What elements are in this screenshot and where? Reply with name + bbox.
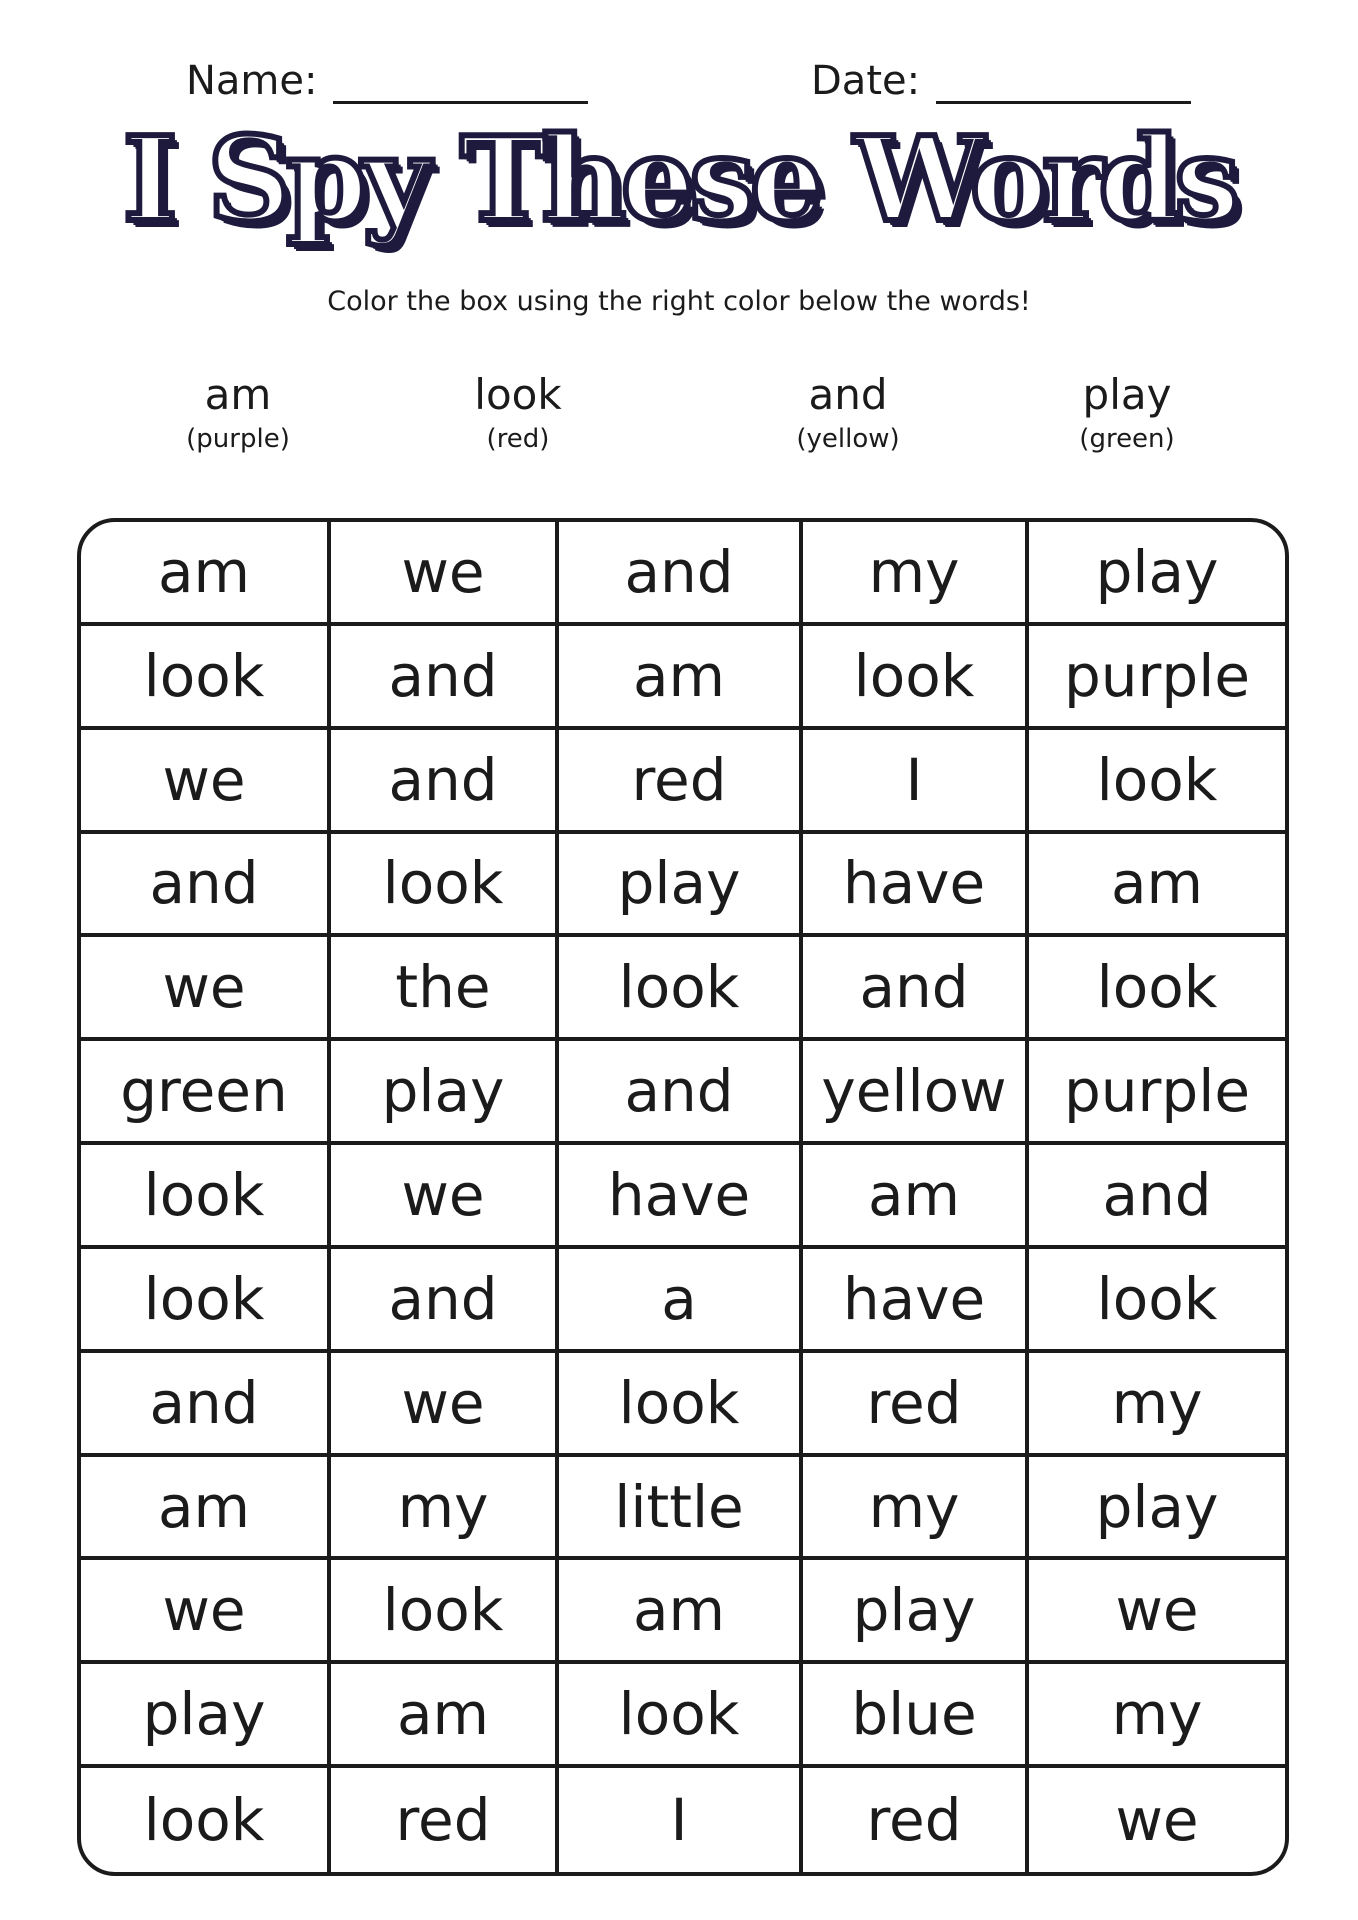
word-cell[interactable]: look (81, 1768, 331, 1872)
word-cell[interactable]: purple (1029, 626, 1285, 730)
date-input-line[interactable] (936, 59, 1191, 104)
word-cell[interactable]: look (559, 937, 803, 1041)
legend-word: look (474, 370, 562, 419)
legend-color-label: (yellow) (796, 424, 900, 455)
legend-item-play (1017, 372, 1237, 454)
instruction-text: Color the box using the right color below the words! (327, 286, 1031, 317)
legend-word: play (1082, 370, 1172, 419)
word-cell[interactable]: look (1029, 730, 1285, 834)
word-cell[interactable]: look (331, 834, 559, 938)
word-cell[interactable]: look (559, 1664, 803, 1768)
page-title: I Spy These Words (123, 112, 1235, 248)
word-cell[interactable]: my (803, 1457, 1029, 1561)
color-legend (0, 372, 1358, 472)
word-cell[interactable]: I (559, 1768, 803, 1872)
word-cell[interactable]: red (331, 1768, 559, 1872)
word-cell[interactable]: purple (1029, 1041, 1285, 1145)
word-cell[interactable]: my (1029, 1664, 1285, 1768)
word-cell[interactable]: am (331, 1664, 559, 1768)
legend-color-label: (green) (1079, 424, 1175, 455)
word-cell[interactable]: am (559, 626, 803, 730)
word-cell[interactable]: am (803, 1145, 1029, 1249)
word-cell[interactable]: we (1029, 1560, 1285, 1664)
name-field (186, 58, 588, 104)
word-cell[interactable]: look (331, 1560, 559, 1664)
word-cell[interactable]: look (1029, 1249, 1285, 1353)
word-cell[interactable]: play (81, 1664, 331, 1768)
word-cell[interactable]: have (803, 834, 1029, 938)
word-cell[interactable]: we (81, 937, 331, 1041)
word-cell[interactable]: am (559, 1560, 803, 1664)
word-cell[interactable]: look (559, 1353, 803, 1457)
legend-item-and (738, 372, 958, 454)
word-cell[interactable]: look (803, 626, 1029, 730)
word-cell[interactable]: am (1029, 834, 1285, 938)
word-cell[interactable]: green (81, 1041, 331, 1145)
word-cell[interactable]: and (559, 1041, 803, 1145)
word-cell[interactable]: look (81, 1145, 331, 1249)
word-cell[interactable]: red (803, 1353, 1029, 1457)
word-cell[interactable]: yellow (803, 1041, 1029, 1145)
word-grid (77, 518, 1289, 1876)
legend-color-label: (red) (486, 424, 550, 455)
word-cell[interactable]: we (81, 1560, 331, 1664)
word-cell[interactable]: and (331, 626, 559, 730)
word-cell[interactable]: we (1115, 1786, 1199, 1855)
word-cell[interactable]: my (803, 522, 1029, 626)
word-cell[interactable]: look (81, 1249, 331, 1353)
word-cell[interactable]: play (559, 834, 803, 938)
word-cell[interactable]: and (81, 1353, 331, 1457)
date-field (811, 58, 1191, 104)
word-cell[interactable]: have (559, 1145, 803, 1249)
word-cell[interactable]: red (559, 730, 803, 834)
word-cell[interactable]: and (803, 937, 1029, 1041)
word-cell[interactable]: have (803, 1249, 1029, 1353)
word-cell[interactable]: play (331, 1041, 559, 1145)
word-cell[interactable]: and (331, 730, 559, 834)
legend-word: and (808, 370, 888, 419)
word-cell[interactable]: red (803, 1768, 1029, 1872)
legend-color-label: (purple) (186, 424, 290, 455)
legend-item-am (128, 372, 348, 454)
word-cell[interactable]: and (331, 1249, 559, 1353)
word-cell[interactable]: am (81, 522, 331, 626)
name-input-line[interactable] (333, 59, 588, 104)
word-cell[interactable]: we (331, 1145, 559, 1249)
word-cell[interactable]: blue (803, 1664, 1029, 1768)
word-cell[interactable]: and (81, 834, 331, 938)
word-cell[interactable]: little (559, 1457, 803, 1561)
date-label: Date: (811, 58, 921, 104)
word-cell[interactable]: and (559, 522, 803, 626)
word-cell[interactable]: my (331, 1457, 559, 1561)
word-cell[interactable]: we (331, 522, 559, 626)
word-cell[interactable]: my (1029, 1353, 1285, 1457)
word-cell[interactable]: we (331, 1353, 559, 1457)
word-cell[interactable]: look (81, 626, 331, 730)
word-cell[interactable]: a (559, 1249, 803, 1353)
word-cell[interactable]: and (1029, 1145, 1285, 1249)
legend-word: am (204, 370, 272, 419)
name-label: Name: (186, 58, 318, 104)
word-cell[interactable]: the (331, 937, 559, 1041)
word-cell[interactable]: I (803, 730, 1029, 834)
legend-item-look (408, 372, 628, 454)
word-cell[interactable]: play (803, 1560, 1029, 1664)
word-cell[interactable]: we (81, 730, 331, 834)
word-cell[interactable]: play (1029, 1457, 1285, 1561)
word-cell[interactable]: play (1029, 522, 1285, 626)
word-cell[interactable]: am (81, 1457, 331, 1561)
word-cell[interactable]: look (1029, 937, 1285, 1041)
